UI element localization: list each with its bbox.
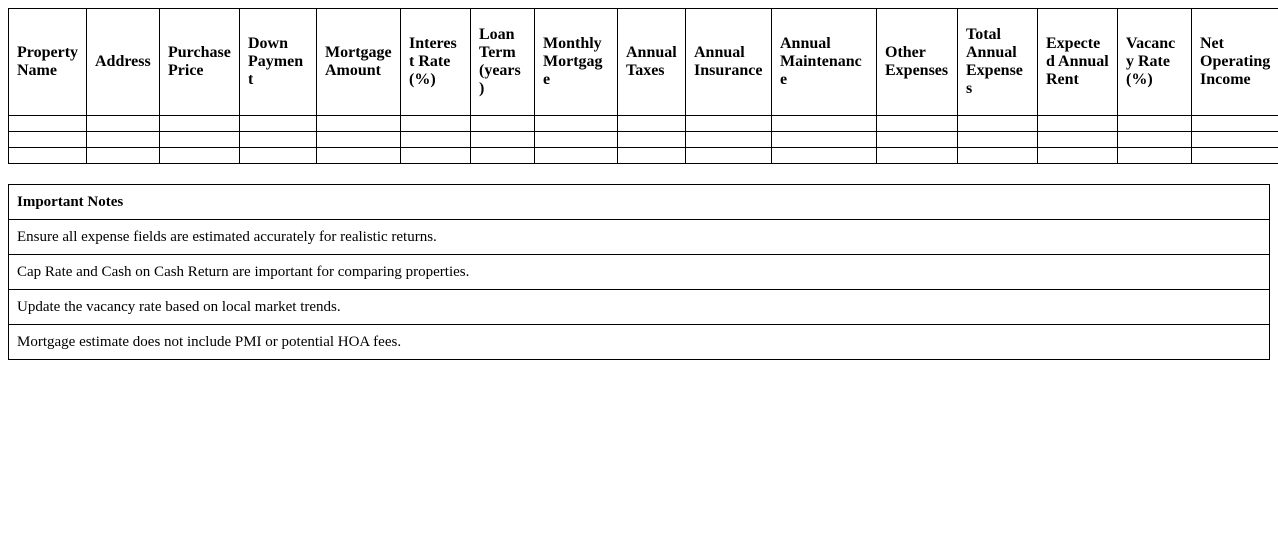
table-cell[interactable] <box>772 116 877 132</box>
table-cell[interactable] <box>401 132 471 148</box>
column-header-annual-maintenance: Annual Maintenance <box>772 9 877 116</box>
table-cell[interactable] <box>958 148 1038 164</box>
table-cell[interactable] <box>686 132 772 148</box>
property-calculator-table <box>8 8 1278 164</box>
column-header-property-name: Property Name <box>9 9 87 116</box>
table-cell[interactable] <box>1192 132 1278 148</box>
table-cell[interactable] <box>471 116 535 132</box>
column-header-mortgage-amount: Mortgage Amount <box>317 9 401 116</box>
table-cell[interactable] <box>877 132 958 148</box>
column-header-monthly-mortgage: Monthly Mortgage <box>535 9 618 116</box>
table-cell[interactable] <box>9 116 87 132</box>
column-header-purchase-price: Purchase Price <box>160 9 240 116</box>
table-cell[interactable] <box>471 148 535 164</box>
table-cell[interactable] <box>160 116 240 132</box>
table-cell[interactable] <box>1192 116 1278 132</box>
table-cell[interactable] <box>9 132 87 148</box>
table-cell[interactable] <box>9 148 87 164</box>
note-row <box>9 325 1270 360</box>
table-cell[interactable] <box>240 116 317 132</box>
column-header-net-operating-income: Net Operating Income <box>1192 9 1278 116</box>
table-cell[interactable] <box>618 116 686 132</box>
table-cell[interactable] <box>87 148 160 164</box>
column-header-interest-rate: Interest Rate (%) <box>401 9 471 116</box>
table-cell[interactable] <box>1118 148 1192 164</box>
table-cell[interactable] <box>958 116 1038 132</box>
property-calculator-wrapper <box>8 8 1278 164</box>
column-header-annual-taxes: Annual Taxes <box>618 9 686 116</box>
table-cell[interactable] <box>535 116 618 132</box>
table-cell[interactable] <box>1192 148 1278 164</box>
notes-title: Important Notes <box>9 185 1270 220</box>
table-cell[interactable] <box>686 116 772 132</box>
table-cell[interactable] <box>772 132 877 148</box>
column-header-other-expenses: Other Expenses <box>877 9 958 116</box>
table-cell[interactable] <box>317 116 401 132</box>
column-header-address: Address <box>87 9 160 116</box>
column-header-vacancy-rate: Vacancy Rate (%) <box>1118 9 1192 116</box>
table-cell[interactable] <box>1038 116 1118 132</box>
column-header-total-annual-expenses: Total Annual Expenses <box>958 9 1038 116</box>
table-cell[interactable] <box>317 148 401 164</box>
table-cell[interactable] <box>1038 148 1118 164</box>
table-cell[interactable] <box>401 148 471 164</box>
table-cell[interactable] <box>317 132 401 148</box>
column-header-loan-term: Loan Term (years) <box>471 9 535 116</box>
table-cell[interactable] <box>535 132 618 148</box>
table-cell[interactable] <box>240 148 317 164</box>
note-text: Update the vacancy rate based on local market trends. <box>9 290 1270 325</box>
table-cell[interactable] <box>160 148 240 164</box>
table-cell[interactable] <box>1118 132 1192 148</box>
table-cell[interactable] <box>772 148 877 164</box>
header-row <box>9 9 1278 116</box>
note-text: Mortgage estimate does not include PMI or potential HOA fees. <box>9 325 1270 360</box>
table-cell[interactable] <box>618 132 686 148</box>
table-row <box>9 148 1278 164</box>
table-cell[interactable] <box>401 116 471 132</box>
table-cell[interactable] <box>686 148 772 164</box>
note-row <box>9 220 1270 255</box>
table-cell[interactable] <box>471 132 535 148</box>
note-text: Ensure all expense fields are estimated accurately for realistic returns. <box>9 220 1270 255</box>
note-row <box>9 255 1270 290</box>
calculator-rows <box>9 116 1278 164</box>
table-cell[interactable] <box>87 116 160 132</box>
table-cell[interactable] <box>618 148 686 164</box>
column-header-down-payment: Down Payment <box>240 9 317 116</box>
table-cell[interactable] <box>160 132 240 148</box>
column-header-annual-insurance: Annual Insurance <box>686 9 772 116</box>
table-cell[interactable] <box>87 132 160 148</box>
table-row <box>9 116 1278 132</box>
note-text: Cap Rate and Cash on Cash Return are important for comparing properties. <box>9 255 1270 290</box>
table-row <box>9 132 1278 148</box>
table-cell[interactable] <box>877 148 958 164</box>
notes-header-row <box>9 185 1270 220</box>
note-row <box>9 290 1270 325</box>
table-cell[interactable] <box>877 116 958 132</box>
table-cell[interactable] <box>1118 116 1192 132</box>
important-notes-table <box>8 184 1270 360</box>
table-cell[interactable] <box>535 148 618 164</box>
table-cell[interactable] <box>240 132 317 148</box>
table-cell[interactable] <box>958 132 1038 148</box>
table-cell[interactable] <box>1038 132 1118 148</box>
column-header-expected-annual-rent: Expected Annual Rent <box>1038 9 1118 116</box>
